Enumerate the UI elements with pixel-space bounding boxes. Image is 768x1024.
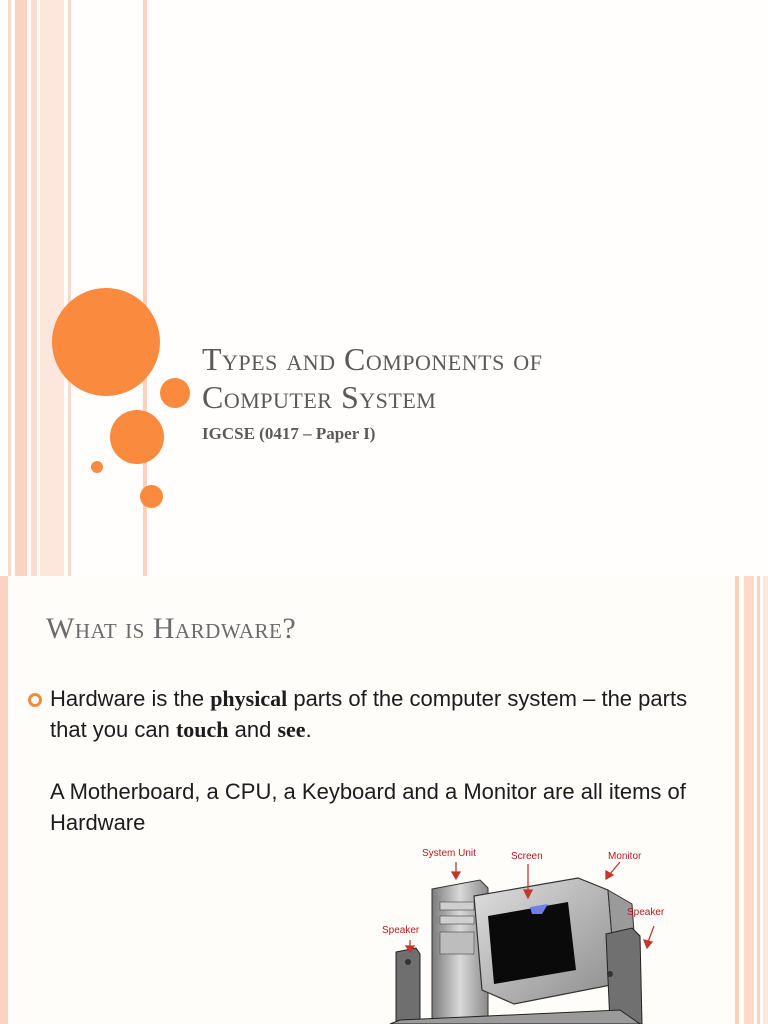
decor-stripe <box>15 0 27 576</box>
bold-see: see <box>277 717 306 742</box>
text-run: . <box>305 717 312 742</box>
slide-heading: What is Hardware? <box>46 612 297 645</box>
decor-circle <box>160 378 190 408</box>
decor-stripe <box>744 576 754 1024</box>
slide-title <box>202 340 722 416</box>
hardware-slide <box>0 576 768 1024</box>
bold-physical: physical <box>210 686 288 711</box>
title-line-1: Types and Components of <box>202 341 543 377</box>
decor-circle <box>110 410 164 464</box>
bold-touch: touch <box>175 717 229 742</box>
decor-circle-large <box>52 288 160 396</box>
decor-circle <box>140 485 163 508</box>
text-run: Hardware is the <box>50 686 211 711</box>
decor-stripe <box>0 576 8 1024</box>
decor-stripe <box>763 576 768 1024</box>
label-system-unit: System Unit <box>422 848 476 859</box>
label-speaker-left: Speaker <box>382 925 420 936</box>
decor-stripe <box>757 576 760 1024</box>
label-screen: Screen <box>511 851 543 862</box>
bullet-icon <box>28 693 42 707</box>
label-speaker-right: Speaker <box>627 907 665 918</box>
label-monitor: Monitor <box>608 851 642 862</box>
decor-circle-small <box>91 461 103 473</box>
hardware-examples: A Motherboard, a CPU, a Keyboard and a Monitor are all items of Hardware <box>50 779 686 835</box>
decor-stripe <box>31 0 37 576</box>
decor-stripe <box>68 0 71 576</box>
text-run: and <box>228 717 278 742</box>
computer-illustration <box>370 844 680 1024</box>
title-line-2: Computer System <box>202 379 437 415</box>
text-run: parts of the computer system – the parts that you can <box>50 686 688 742</box>
slide-subtitle: IGCSE (0417 – Paper I) <box>202 424 376 443</box>
hardware-definition <box>50 683 710 745</box>
decor-stripe <box>8 0 11 576</box>
decor-stripe <box>40 0 64 576</box>
decor-stripe <box>735 576 739 1024</box>
